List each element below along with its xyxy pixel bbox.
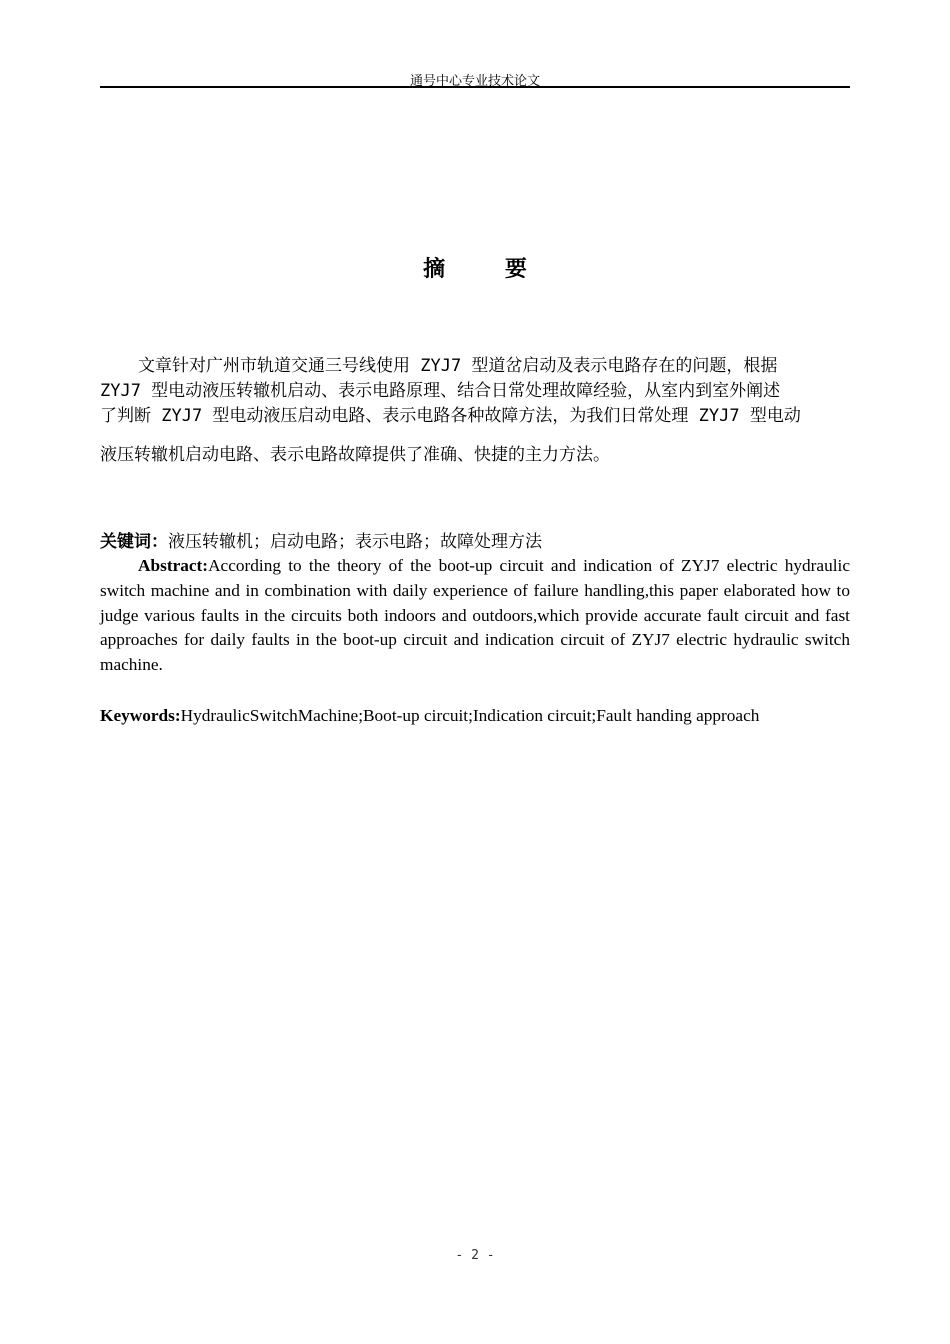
abstract-line: ZYJ7 型电动液压转辙机启动、表示电路原理、结合日常处理故障经验，从室内到室外阐述	[100, 381, 781, 401]
english-abstract	[100, 554, 850, 678]
abstract-heading: 摘 要	[423, 257, 553, 282]
abstract-line: 文章针对广州市轨道交通三号线使用 ZYJ7 型道岔启动及表示电路存在的问题，根据	[138, 356, 778, 376]
running-header: 通号中心专业技术论文	[409, 74, 540, 89]
abstract-label-en: Abstract:	[138, 556, 209, 575]
keywords-text-en: HydraulicSwitchMachine;Boot-up circuit;Indication circuit;Fault handing approach	[180, 706, 760, 725]
english-keywords	[100, 703, 860, 728]
chinese-abstract	[100, 354, 850, 468]
abstract-text-en: According to the theory of the boot-up circuit and indication of ZYJ7 electric hydraulic switch machine and in combination with daily experience of failure handling,this paper elaborated how to judge various faults in the circuits both indoors and outdoors,which provide accurate fault circuit and fast approaches for daily faults in the boot-up circuit and indication circuit of ZYJ7 electric hydraulic switch machine.	[100, 556, 850, 675]
header-rule	[100, 86, 850, 88]
keywords-text-cn: 液压转辙机；启动电路；表示电路；故障处理方法	[168, 532, 542, 552]
keywords-label-en: Keywords:	[100, 706, 181, 725]
page-number: - 2 -	[455, 1248, 495, 1263]
abstract-line: 液压转辙机启动电路、表示电路故障提供了准确、快捷的主力方法。	[100, 445, 610, 465]
keywords-label-cn: 关键词：	[100, 532, 168, 552]
chinese-keywords	[100, 530, 850, 555]
abstract-line: 了判断 ZYJ7 型电动液压启动电路、表示电路各种故障方法，为我们日常处理 ZYJ7 型电动	[100, 406, 801, 426]
